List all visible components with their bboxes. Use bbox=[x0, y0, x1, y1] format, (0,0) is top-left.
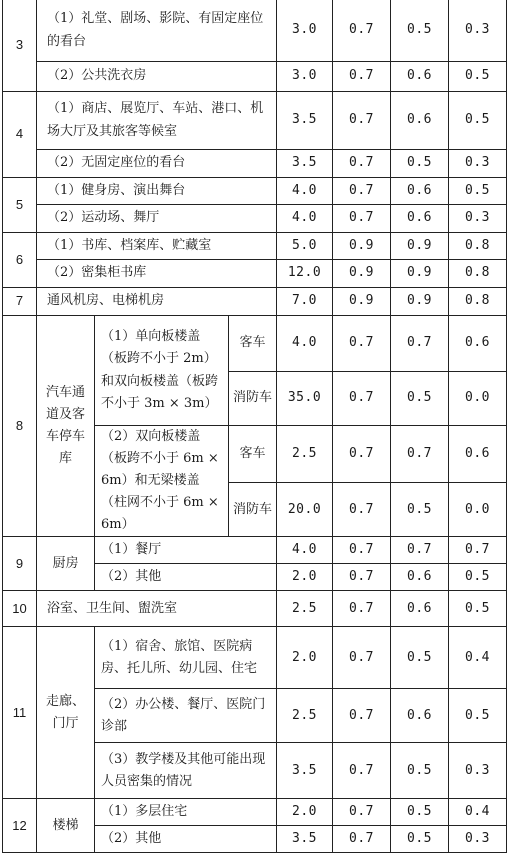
quasi-permanent-coefficient: 0.6 bbox=[449, 316, 507, 372]
load-value: 4.0 bbox=[277, 205, 333, 233]
load-value: 2.0 bbox=[277, 564, 333, 591]
table-row bbox=[3, 150, 507, 178]
quasi-permanent-coefficient: 0.4 bbox=[449, 627, 507, 689]
combination-coefficient: 0.7 bbox=[333, 92, 391, 150]
usage-description: （1）礼堂、剧场、影院、有固定座位的看台 bbox=[37, 0, 277, 62]
table-row bbox=[3, 205, 507, 233]
combination-coefficient: 0.7 bbox=[333, 62, 391, 92]
combination-coefficient: 0.7 bbox=[333, 372, 391, 426]
combination-coefficient: 0.9 bbox=[333, 288, 391, 316]
frequent-coefficient: 0.5 bbox=[391, 799, 449, 826]
frequent-coefficient: 0.6 bbox=[391, 62, 449, 92]
vehicle-type: 客车 bbox=[229, 316, 277, 372]
frequent-coefficient: 0.5 bbox=[391, 483, 449, 537]
table-row bbox=[3, 62, 507, 92]
load-value: 5.0 bbox=[277, 233, 333, 260]
frequent-coefficient: 0.6 bbox=[391, 591, 449, 627]
quasi-permanent-coefficient: 0.3 bbox=[449, 743, 507, 799]
load-value: 2.5 bbox=[277, 591, 333, 627]
quasi-permanent-coefficient: 0.5 bbox=[449, 178, 507, 205]
quasi-permanent-coefficient: 0.7 bbox=[449, 537, 507, 564]
table-row bbox=[3, 288, 507, 316]
table-row bbox=[3, 627, 507, 689]
frequent-coefficient: 0.5 bbox=[391, 372, 449, 426]
load-value: 20.0 bbox=[277, 483, 333, 537]
usage-description: （2）密集柜书库 bbox=[37, 260, 277, 288]
load-value: 4.0 bbox=[277, 178, 333, 205]
combination-coefficient: 0.7 bbox=[333, 150, 391, 178]
load-value: 35.0 bbox=[277, 372, 333, 426]
usage-category: 走廊、门厅 bbox=[37, 627, 95, 799]
combination-coefficient: 0.9 bbox=[333, 233, 391, 260]
quasi-permanent-coefficient: 0.5 bbox=[449, 62, 507, 92]
quasi-permanent-coefficient: 0.4 bbox=[449, 799, 507, 826]
combination-coefficient: 0.7 bbox=[333, 564, 391, 591]
row-number: 5 bbox=[3, 178, 37, 233]
usage-description: 浴室、卫生间、盥洗室 bbox=[37, 591, 277, 627]
vehicle-type: 消防车 bbox=[229, 372, 277, 426]
frequent-coefficient: 0.5 bbox=[391, 627, 449, 689]
load-value: 4.0 bbox=[277, 316, 333, 372]
combination-coefficient: 0.7 bbox=[333, 799, 391, 826]
quasi-permanent-coefficient: 0.5 bbox=[449, 564, 507, 591]
usage-description: （1）单向板楼盖（板跨不小于 2m）和双向板楼盖（板跨不小于 3m × 3m） bbox=[95, 316, 229, 426]
combination-coefficient: 0.7 bbox=[333, 627, 391, 689]
combination-coefficient: 0.7 bbox=[333, 426, 391, 483]
usage-description: 通风机房、电梯机房 bbox=[37, 288, 277, 316]
usage-description: （1）健身房、演出舞台 bbox=[37, 178, 277, 205]
frequent-coefficient: 0.5 bbox=[391, 826, 449, 853]
quasi-permanent-coefficient: 0.3 bbox=[449, 150, 507, 178]
usage-description: （1）餐厅 bbox=[95, 537, 277, 564]
usage-description: （2）办公楼、餐厅、医院门诊部 bbox=[95, 689, 277, 743]
load-table bbox=[2, 0, 507, 853]
load-value: 2.5 bbox=[277, 426, 333, 483]
combination-coefficient: 0.7 bbox=[333, 205, 391, 233]
row-number: 12 bbox=[3, 799, 37, 853]
combination-coefficient: 0.7 bbox=[333, 591, 391, 627]
frequent-coefficient: 0.5 bbox=[391, 0, 449, 62]
quasi-permanent-coefficient: 0.8 bbox=[449, 260, 507, 288]
table-row bbox=[3, 92, 507, 150]
frequent-coefficient: 0.6 bbox=[391, 689, 449, 743]
row-number: 9 bbox=[3, 537, 37, 591]
load-value: 3.0 bbox=[277, 62, 333, 92]
frequent-coefficient: 0.5 bbox=[391, 743, 449, 799]
row-number: 7 bbox=[3, 288, 37, 316]
combination-coefficient: 0.7 bbox=[333, 743, 391, 799]
usage-description: （1）书库、档案库、贮藏室 bbox=[37, 233, 277, 260]
load-value: 2.0 bbox=[277, 627, 333, 689]
row-number: 4 bbox=[3, 92, 37, 178]
vehicle-type: 消防车 bbox=[229, 483, 277, 537]
frequent-coefficient: 0.7 bbox=[391, 316, 449, 372]
quasi-permanent-coefficient: 0.3 bbox=[449, 826, 507, 853]
usage-description: （1）多层住宅 bbox=[95, 799, 277, 826]
usage-description: （3）教学楼及其他可能出现人员密集的情况 bbox=[95, 743, 277, 799]
frequent-coefficient: 0.9 bbox=[391, 288, 449, 316]
load-value: 3.0 bbox=[277, 0, 333, 62]
load-value: 2.0 bbox=[277, 799, 333, 826]
table-row bbox=[3, 799, 507, 826]
frequent-coefficient: 0.7 bbox=[391, 426, 449, 483]
frequent-coefficient: 0.9 bbox=[391, 233, 449, 260]
quasi-permanent-coefficient: 0.3 bbox=[449, 0, 507, 62]
table-row bbox=[3, 591, 507, 627]
frequent-coefficient: 0.9 bbox=[391, 260, 449, 288]
frequent-coefficient: 0.6 bbox=[391, 564, 449, 591]
combination-coefficient: 0.7 bbox=[333, 0, 391, 62]
quasi-permanent-coefficient: 0.0 bbox=[449, 372, 507, 426]
combination-coefficient: 0.7 bbox=[333, 537, 391, 564]
quasi-permanent-coefficient: 0.3 bbox=[449, 205, 507, 233]
table-row bbox=[3, 316, 507, 372]
row-number: 6 bbox=[3, 233, 37, 288]
quasi-permanent-coefficient: 0.5 bbox=[449, 689, 507, 743]
combination-coefficient: 0.7 bbox=[333, 178, 391, 205]
row-number: 8 bbox=[3, 316, 37, 537]
table-row bbox=[3, 260, 507, 288]
quasi-permanent-coefficient: 0.6 bbox=[449, 426, 507, 483]
usage-category: 汽车通道及客车停车库 bbox=[37, 316, 95, 537]
usage-description: （2）其他 bbox=[95, 564, 277, 591]
row-number: 10 bbox=[3, 591, 37, 627]
frequent-coefficient: 0.6 bbox=[391, 178, 449, 205]
load-value: 3.5 bbox=[277, 743, 333, 799]
quasi-permanent-coefficient: 0.5 bbox=[449, 92, 507, 150]
quasi-permanent-coefficient: 0.5 bbox=[449, 591, 507, 627]
combination-coefficient: 0.7 bbox=[333, 483, 391, 537]
combination-coefficient: 0.7 bbox=[333, 316, 391, 372]
usage-description: （1）宿舍、旅馆、医院病房、托儿所、幼儿园、住宅 bbox=[95, 627, 277, 689]
load-value: 7.0 bbox=[277, 288, 333, 316]
combination-coefficient: 0.9 bbox=[333, 260, 391, 288]
table-row bbox=[3, 233, 507, 260]
usage-description: （2）双向板楼盖（板跨不小于 6m × 6m）和无梁楼盖（柱网不小于 6m × 6m） bbox=[95, 426, 229, 537]
usage-description: （2）公共洗衣房 bbox=[37, 62, 277, 92]
load-value: 4.0 bbox=[277, 537, 333, 564]
usage-description: （2）其他 bbox=[95, 826, 277, 853]
load-value: 12.0 bbox=[277, 260, 333, 288]
row-number: 11 bbox=[3, 627, 37, 799]
usage-description: （2）无固定座位的看台 bbox=[37, 150, 277, 178]
table-row bbox=[3, 178, 507, 205]
load-value: 3.5 bbox=[277, 150, 333, 178]
usage-category: 楼梯 bbox=[37, 799, 95, 853]
quasi-permanent-coefficient: 0.8 bbox=[449, 288, 507, 316]
table-row bbox=[3, 537, 507, 564]
table-row bbox=[3, 0, 507, 62]
row-number: 3 bbox=[3, 0, 37, 92]
frequent-coefficient: 0.7 bbox=[391, 537, 449, 564]
quasi-permanent-coefficient: 0.0 bbox=[449, 483, 507, 537]
vehicle-type: 客车 bbox=[229, 426, 277, 483]
quasi-permanent-coefficient: 0.8 bbox=[449, 233, 507, 260]
frequent-coefficient: 0.6 bbox=[391, 205, 449, 233]
combination-coefficient: 0.7 bbox=[333, 689, 391, 743]
usage-description: （2）运动场、舞厅 bbox=[37, 205, 277, 233]
frequent-coefficient: 0.5 bbox=[391, 150, 449, 178]
load-value: 2.5 bbox=[277, 689, 333, 743]
load-value: 3.5 bbox=[277, 826, 333, 853]
frequent-coefficient: 0.6 bbox=[391, 92, 449, 150]
load-value: 3.5 bbox=[277, 92, 333, 150]
usage-category: 厨房 bbox=[37, 537, 95, 591]
combination-coefficient: 0.7 bbox=[333, 826, 391, 853]
usage-description: （1）商店、展览厅、车站、港口、机场大厅及其旅客等候室 bbox=[37, 92, 277, 150]
